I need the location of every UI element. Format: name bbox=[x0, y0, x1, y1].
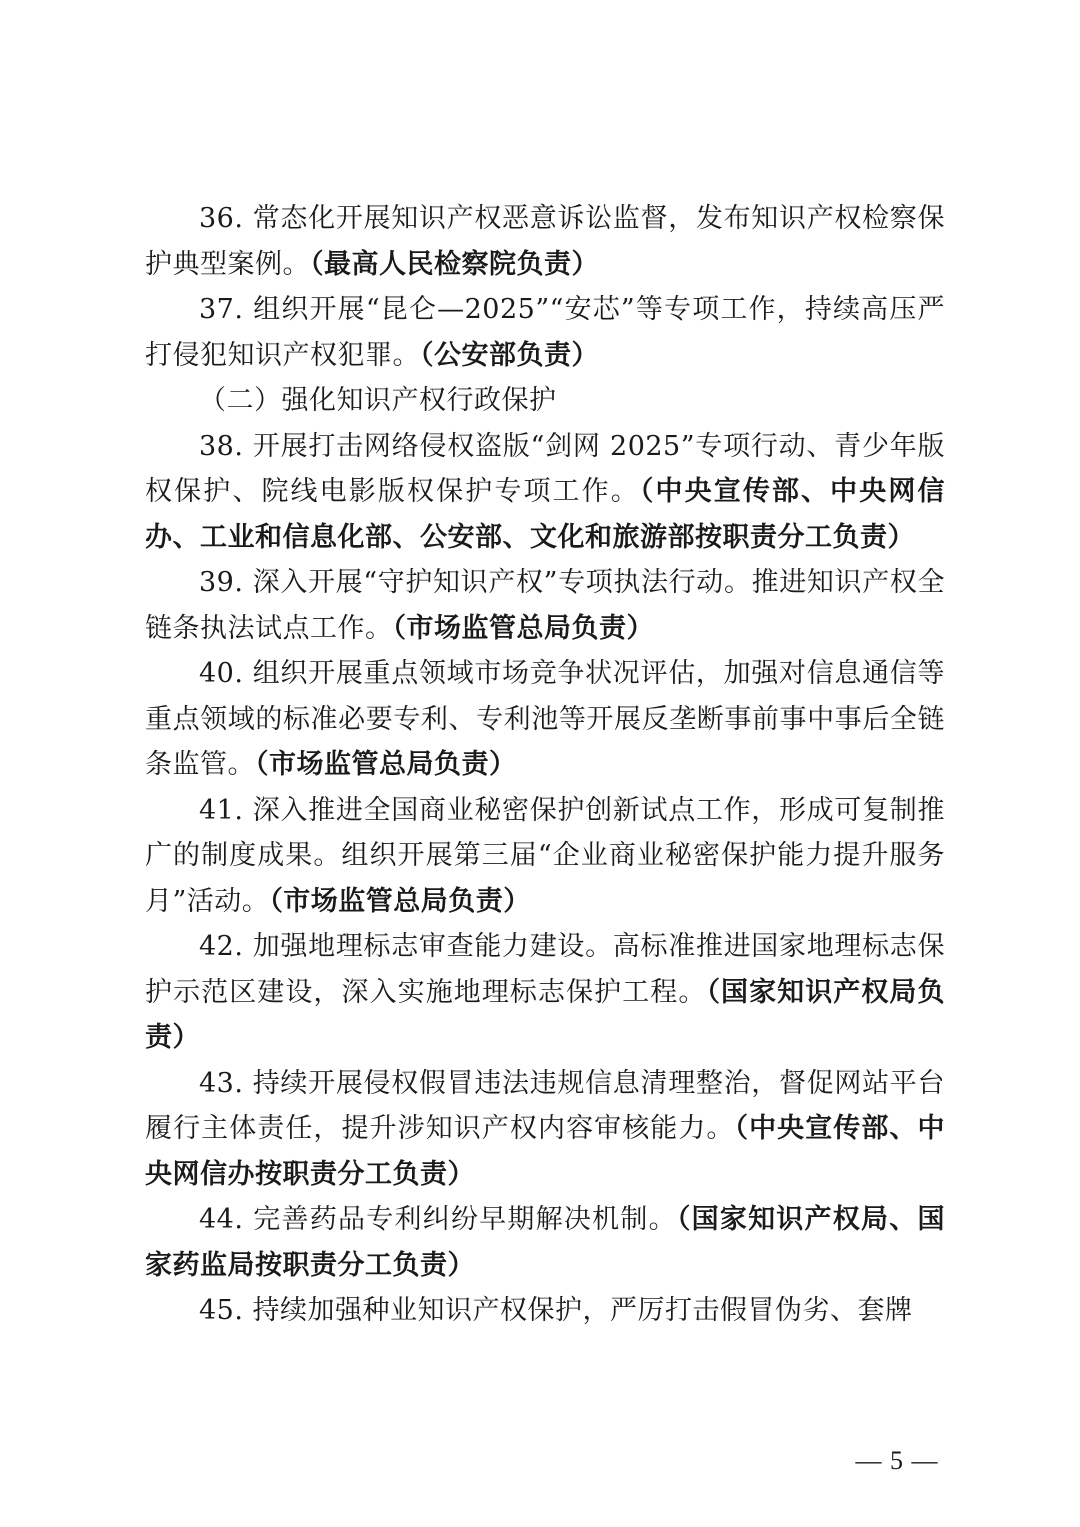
item-responsibility: （市场监管总局负责） bbox=[392, 612, 654, 644]
item-number: 45. bbox=[199, 1295, 244, 1326]
item-responsibility: （中央宣传部、中央网信办、工业和信息化部、公安部、文化和旅游部按职责分工负责） bbox=[145, 476, 946, 553]
item-38 bbox=[145, 424, 945, 561]
item-36 bbox=[145, 196, 945, 287]
page-number: — 5 — bbox=[855, 1446, 939, 1475]
item-number: 38. bbox=[199, 430, 244, 462]
item-41 bbox=[145, 788, 945, 925]
item-number: 42. bbox=[199, 931, 244, 962]
document-body bbox=[145, 196, 945, 1334]
item-37 bbox=[145, 287, 945, 378]
item-text: 持续开展侵权假冒违法违规信息清理整治，督促网站平台履行主体责任，提升涉知识产权内容审核能力。 bbox=[145, 1067, 945, 1144]
item-number: 43. bbox=[199, 1067, 244, 1099]
item-responsibility: （国家知识产权局、国家药监局按职责分工负责） bbox=[145, 1204, 946, 1281]
item-40 bbox=[145, 651, 945, 788]
item-number: 44. bbox=[199, 1204, 244, 1235]
item-43 bbox=[145, 1061, 945, 1198]
item-number: 41. bbox=[199, 794, 244, 826]
item-45 bbox=[145, 1288, 945, 1334]
item-number: 36. bbox=[199, 203, 244, 234]
item-text: 常态化开展知识产权恶意诉讼监督，发布知识产权检察保护典型案例。 bbox=[145, 203, 945, 280]
item-text: 持续加强种业知识产权保护，严厉打击假冒伪劣、套牌 bbox=[252, 1295, 913, 1326]
item-text: 加强地理标志审查能力建设。高标准推进国家地理标志保护示范区建设，深入实施地理标志保护工程。 bbox=[145, 931, 945, 1008]
item-responsibility: （国家知识产权局负责） bbox=[145, 976, 946, 1053]
item-text: 开展打击网络侵权盗版“剑网 2025”专项行动、青少年版权保护、院线电影版权保护专项工作。 bbox=[145, 430, 945, 507]
item-39 bbox=[145, 560, 945, 651]
item-text: 完善药品专利纠纷早期解决机制。 bbox=[253, 1204, 677, 1235]
item-number: 39. bbox=[199, 567, 244, 598]
item-responsibility: （公安部负责） bbox=[420, 339, 599, 371]
item-text: 深入推进全国商业秘密保护创新试点工作，形成可复制推广的制度成果。组织开展第三届“企业商业秘密保护能力提升服务月”活动。 bbox=[145, 794, 945, 917]
item-responsibility: （市场监管总局负责） bbox=[255, 749, 517, 780]
item-44 bbox=[145, 1197, 945, 1288]
item-responsibility: （最高人民检察院负责） bbox=[310, 248, 599, 280]
item-text: 组织开展重点领域市场竞争状况评估，加强对信息通信等重点领域的标准必要专利、专利池等开展反垄断事前事中事后全链条监管。 bbox=[145, 658, 945, 780]
item-42 bbox=[145, 924, 945, 1061]
item-text: 组织开展“昆仑—2025”“安芯”等专项工作，持续高压严打侵犯知识产权犯罪。 bbox=[145, 294, 945, 371]
item-number: 40. bbox=[199, 658, 244, 689]
item-text: 深入开展“守护知识产权”专项执法行动。推进知识产权全链条执法试点工作。 bbox=[145, 567, 945, 644]
item-responsibility: （中央宣传部、中央网信办按职责分工负责） bbox=[145, 1113, 945, 1190]
item-responsibility: （市场监管总局负责） bbox=[269, 885, 531, 917]
item-number: 37. bbox=[199, 294, 244, 325]
section-heading: （二）强化知识产权行政保护 bbox=[199, 385, 557, 416]
